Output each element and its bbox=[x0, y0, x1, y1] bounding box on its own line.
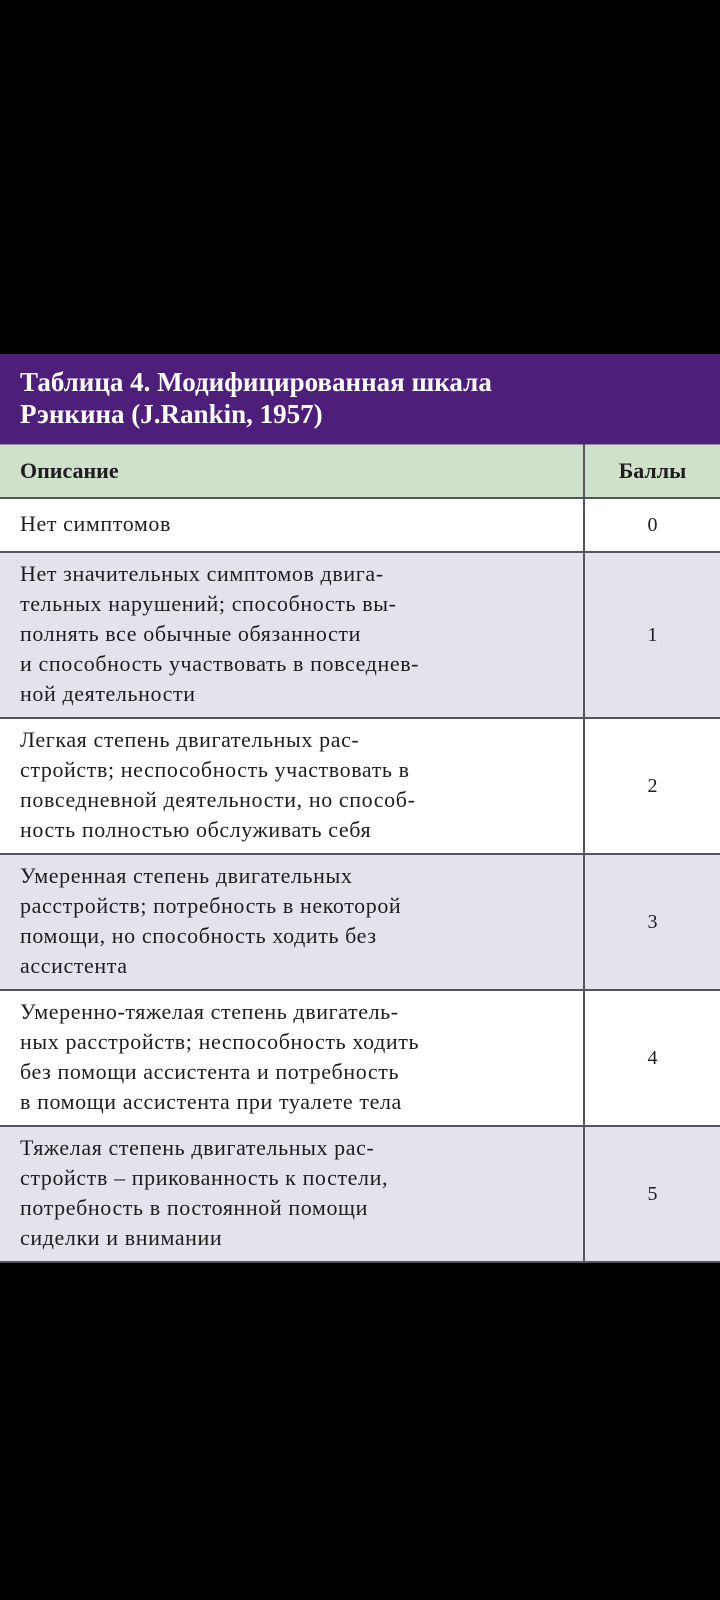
description-line: потребность в постоянной помощи bbox=[20, 1195, 368, 1220]
description-line: повседневной деятельности, но способ- bbox=[20, 787, 416, 812]
description-line: полнять все обычные обязанности bbox=[20, 621, 361, 646]
description-line: и способность участвовать в повседнев- bbox=[20, 651, 420, 676]
description-line: сиделки и внимании bbox=[20, 1225, 223, 1250]
description-line: Тяжелая степень двигательных рас- bbox=[20, 1135, 375, 1160]
description-line: без помощи ассистента и потребность bbox=[20, 1059, 400, 1084]
table-row bbox=[0, 1126, 720, 1262]
description-line: ных расстройств; неспособность ходить bbox=[20, 1029, 420, 1054]
row-description bbox=[0, 718, 584, 854]
description-line: Умеренная степень двигательных bbox=[20, 863, 353, 888]
table-row bbox=[0, 718, 720, 854]
table-row bbox=[0, 552, 720, 718]
description-line: Нет симптомов bbox=[20, 511, 172, 536]
row-score: 4 bbox=[584, 990, 720, 1126]
table-row bbox=[0, 990, 720, 1126]
column-header-score: Баллы bbox=[584, 445, 720, 499]
description-line: помощи, но способность ходить без bbox=[20, 923, 377, 948]
table-row bbox=[0, 498, 720, 552]
description-line: стройств; неспособность участвовать в bbox=[20, 757, 410, 782]
rankin-scale-table-card bbox=[0, 354, 720, 1263]
row-score: 0 bbox=[584, 498, 720, 552]
row-description bbox=[0, 854, 584, 990]
column-header-description: Описание bbox=[0, 445, 584, 499]
description-line: расстройств; потребность в некоторой bbox=[20, 893, 402, 918]
row-description bbox=[0, 498, 584, 552]
row-description bbox=[0, 990, 584, 1126]
table-title-line-1: Таблица 4. Модифицированная шкала bbox=[20, 367, 492, 397]
row-score: 3 bbox=[584, 854, 720, 990]
description-line: Нет значительных симптомов двига- bbox=[20, 561, 384, 586]
row-description bbox=[0, 552, 584, 718]
description-line: тельных нарушений; способность вы- bbox=[20, 591, 397, 616]
table-row bbox=[0, 854, 720, 990]
description-line: ность полностью обслуживать себя bbox=[20, 817, 372, 842]
rankin-scale-table bbox=[0, 444, 720, 1263]
row-score: 1 bbox=[584, 552, 720, 718]
row-description bbox=[0, 1126, 584, 1262]
table-header-row bbox=[0, 445, 720, 499]
table-title bbox=[0, 354, 720, 444]
description-line: ной деятельности bbox=[20, 681, 196, 706]
row-score: 5 bbox=[584, 1126, 720, 1262]
table-title-line-2: Рэнкина (J.Rankin, 1957) bbox=[20, 399, 323, 429]
description-line: ассистента bbox=[20, 953, 128, 978]
row-score: 2 bbox=[584, 718, 720, 854]
description-line: в помощи ассистента при туалете тела bbox=[20, 1089, 402, 1114]
description-line: Легкая степень двигательных рас- bbox=[20, 727, 360, 752]
description-line: стройств – прикованность к постели, bbox=[20, 1165, 389, 1190]
description-line: Умеренно-тяжелая степень двигатель- bbox=[20, 999, 399, 1024]
